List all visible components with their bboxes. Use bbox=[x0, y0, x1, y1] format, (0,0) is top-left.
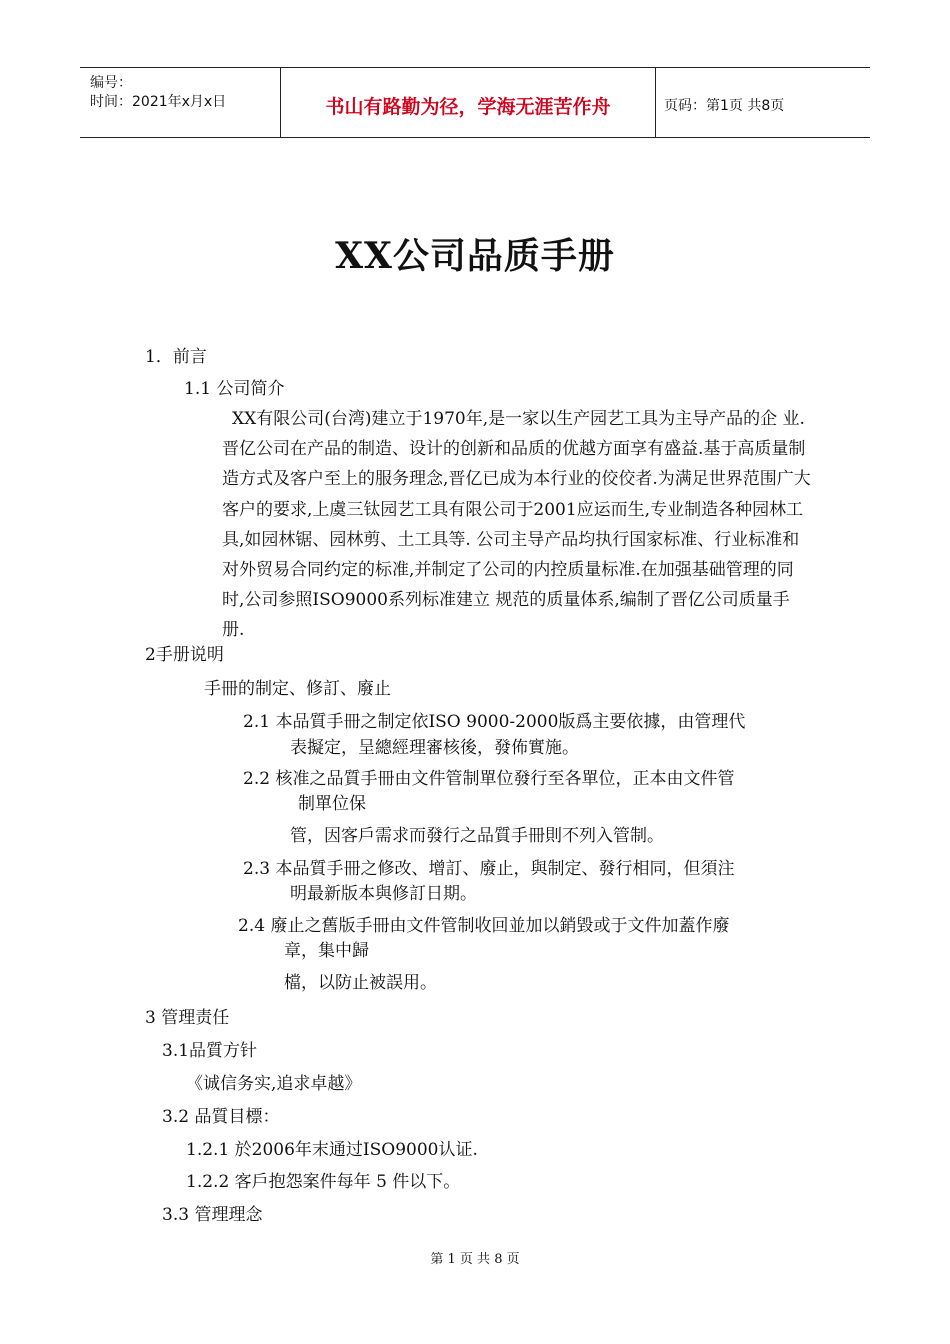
section1-heading: 1．前言 bbox=[145, 347, 207, 367]
item-2-2-line2: 制單位保 bbox=[298, 794, 366, 814]
section3-heading: 3 管理责任 bbox=[145, 1008, 230, 1028]
header-left-cell bbox=[80, 68, 280, 137]
company-intro-text: XX有限公司(台湾)建立于1970年,是一家以生产园艺工具为主导产品的企 业.晋亿公司在产品的制造、设计的创新和品质的优越方面享有盛益.基于高质量制造方式及客户至上的服务理念,晋亿已成为本行业的佼佼者.为满足世界范围广大客户的要求,上虞三钛园艺工具有限公司于2001应运而生,专业制造各种园林工具,如园林锯、园林剪、土工具等. 公司主导产品均执行国家标准、行业标准和对外贸易合同约定的标准,并制定了公司的内控质量标准.在加强基础管理的同时,公司参照ISO9000系列标准建立 规范的质量体系,编制了晋亿公司质量手册. bbox=[222, 409, 811, 641]
item-2-2-line3: 管，因客戶需求而發行之品質手冊則不列入管制。 bbox=[290, 826, 664, 846]
page-number-label: 页码：第1页 共8页 bbox=[664, 98, 785, 114]
company-intro-paragraph bbox=[222, 404, 812, 646]
header-right-cell bbox=[654, 68, 870, 137]
page-header bbox=[80, 67, 870, 138]
item-2-2-line1: 2.2 核准之品質手冊由文件管制單位發行至各單位，正本由文件管 bbox=[243, 769, 735, 789]
item-2-4-line3: 檔，以防止被誤用。 bbox=[284, 973, 437, 993]
document-number-label: 编号： bbox=[90, 75, 132, 91]
quality-goal-2: 1.2.2 客戶抱怨案件每年 5 件以下。 bbox=[186, 1172, 461, 1192]
item-2-3-line1: 2.3 本品質手冊之修改、增訂、廢止，與制定、發行相同，但須注 bbox=[243, 859, 735, 879]
item-2-4-line2: 章，集中歸 bbox=[284, 941, 369, 961]
header-motto: 书山有路勤为径，学海无涯苦作舟 bbox=[325, 96, 611, 118]
item-2-1-line2: 表擬定，呈總經理審核後，發佈實施。 bbox=[290, 738, 579, 758]
section2-intro: 手冊的制定、修訂、廢止 bbox=[204, 679, 391, 699]
item-2-3-line2: 明最新版本與修訂日期。 bbox=[290, 884, 477, 904]
document-time-label: 时间：2021年x月x日 bbox=[90, 94, 227, 110]
quality-goal-1: 1.2.1 於2006年末通过ISO9000认证. bbox=[186, 1140, 478, 1160]
item-2-1-line1: 2.1 本品質手冊之制定依ISO 9000-2000版爲主要依據，由管理代 bbox=[243, 712, 746, 732]
section3-sub3: 3.3 管理理念 bbox=[162, 1205, 263, 1225]
quality-policy: 《诚信务实,追求卓越》 bbox=[186, 1074, 362, 1094]
page-footer: 第 1 页 共 8 页 bbox=[430, 1252, 520, 1267]
section1-sub1: 1.1 公司简介 bbox=[184, 379, 285, 399]
item-2-4-line1: 2.4 廢止之舊版手冊由文件管制收回並加以銷毀或于文件加蓋作廢 bbox=[238, 916, 730, 936]
section3-sub2: 3.2 品質目標： bbox=[162, 1107, 280, 1127]
header-motto-cell bbox=[280, 68, 656, 137]
document-title: XX公司品质手册 bbox=[335, 235, 615, 277]
section2-heading: 2手册说明 bbox=[145, 645, 224, 665]
section3-sub1: 3.1品質方针 bbox=[162, 1041, 258, 1061]
